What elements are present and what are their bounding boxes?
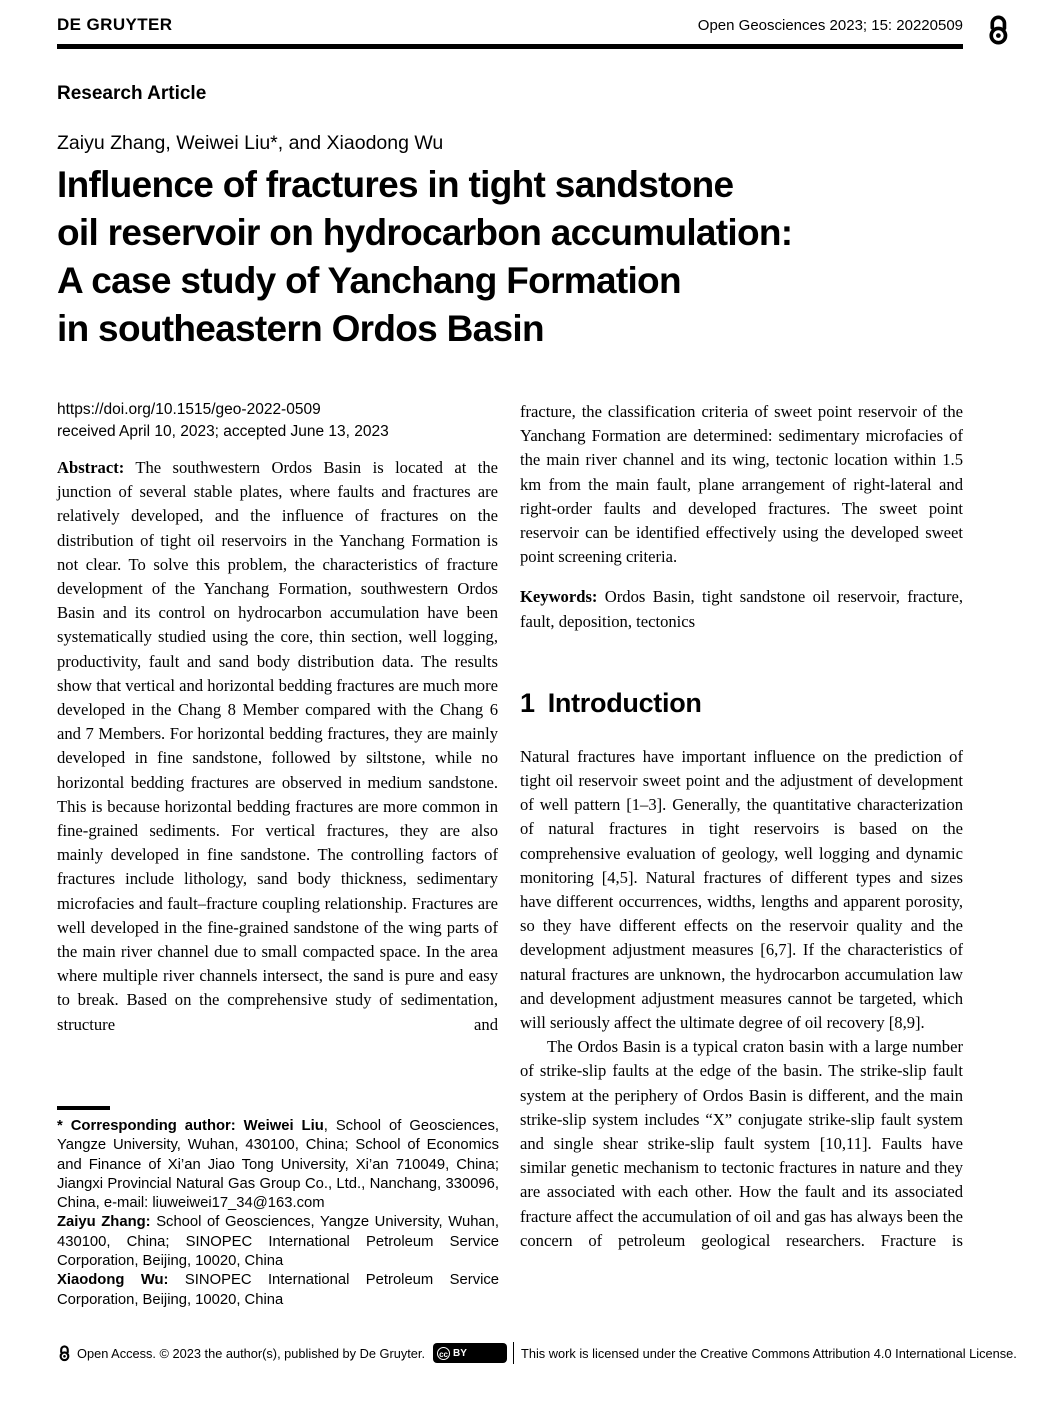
corresponding-author-label: * Corresponding author: Weiwei Liu [57,1118,324,1134]
journal-reference: Open Geosciences 2023; 15: 20220509 [697,17,963,34]
intro-paragraph-2: The Ordos Basin is a typical craton basin with a large number of strike-slip faults at the edge of the basin. The strike-slip fault system at the periphery of Ordos Basin is different, and the main strike-slip system includes “X” conjugate strike-slip fault system and single shear strike-slip fault system [10,11]. Faults have similar genetic mechanism to tectonic fractures in nature and they are associated with each other. How the fault and its associated fracture affect the accumulation of oil and gas has always been the concern of petroleum geological researchers. Fracture is [520,1037,963,1250]
footnote-rule [57,1106,110,1110]
abstract-text-right: fracture, the classification criteria of sweet point reservoir of the Yanchang Formation are determined: sedimentary microfacies of the main river channel and its wing, tectonic location within 1.5 km from the main fault, plane arrangement of right-lateral and right-order faults and developed fractures. The sweet point reservoir can be identified effectively using the developed sweet point screening criteria. [520,402,963,567]
header-rule [57,44,963,49]
left-column [57,456,498,1037]
author3-label: Xiaodong Wu: [57,1272,169,1289]
right-column [520,400,963,1253]
footer-open-access-icon [57,1344,71,1362]
section-number: 1 [520,687,535,718]
abstract-section [57,456,498,1037]
article-title [57,161,887,353]
doi-link[interactable]: https://doi.org/10.1515/geo-2022-0509 [57,401,321,418]
footer-separator [513,1342,514,1364]
abstract-label: Abstract: [57,458,125,477]
cc-icon: cc [437,1347,450,1360]
intro-paragraph-1: Natural fractures have important influence on the prediction of tight oil reservoir sweet point and the adjustment of development of well pattern [1–3]. Generally, the quantitative characterization of natural fractures in tight reservoirs is based on the comprehensive evaluation of geology, well logging and dynamic monitoring [4,5]. Natural fractures of different types and sizes have different occurrences, widths, lengths and apparent porosity, so they have different effects on the reservoir quality and the development adjustment measures [6,7]. If the characteristics of natural fractures are unknown, the hydrocarbon accumulation law and development adjustment measures cannot be targeted, which will seriously affect the ultimate degree of oil recovery [8,9]. [520,746,963,1033]
article-type-label: Research Article [57,83,207,104]
footnote-author-xiaodong [57,1271,499,1310]
author2-text: School of Geosciences, Yangze University, Wuhan, 430100, China; SINOPEC International Petroleum Service Corporation, Beijing, 10020, China [57,1214,499,1270]
introduction-heading [520,688,963,719]
footer-open-access-text: Open Access. © 2023 the author(s), published by De Gruyter. [77,1345,426,1361]
keywords-text: Ordos Basin, tight sandstone oil reservoir, fracture, fault, deposition, tectonics [520,587,963,631]
authors-line: Zaiyu Zhang, Weiwei Liu*, and Xiaodong Wu [57,132,444,154]
corresponding-author-text: , School of Geosciences, Yangze University, Wuhan, 430100, China; School of Economics and Finance of Xi’an Jiao Tong University, Xi’an 710049, China; Jiangxi Provincial Natural Gas Group Co., Ltd., Nanchang, 330096, China, e-mail: liuweiwei17_34@163.com [57,1118,499,1212]
footer [57,1340,1017,1366]
title-line: oil reservoir on hydrocarbon accumulation: [57,212,793,253]
section-title: Introduction [547,687,702,718]
publisher-logo-text: DE GRUYTER [57,15,173,34]
received-accepted-dates: received April 10, 2023; accepted June 13, 2023 [57,423,389,440]
footnotes-block [57,1117,499,1310]
title-line: Influence of fractures in tight sandstone [57,164,734,205]
license-text: This work is licensed under the Creative Commons Attribution 4.0 International License. [521,1345,1017,1361]
author2-label: Zaiyu Zhang: [57,1214,151,1231]
author3-text: SINOPEC International Petroleum Service Corporation, Beijing, 10020, China [57,1272,500,1308]
keywords-label: Keywords: [520,587,598,607]
footnote-corresponding-author [57,1117,499,1213]
keywords-section [520,585,963,633]
cc-by-label: BY [453,1347,467,1359]
title-line: in southeastern Ordos Basin [57,308,544,349]
title-line: A case study of Yanchang Formation [57,260,681,301]
cc-by-badge[interactable] [433,1343,507,1363]
footnote-author-zaiyu [57,1213,499,1271]
open-access-icon [984,13,1011,46]
abstract-text-left: The southwestern Ordos Basin is located at the junction of several stable plates, where faults and fractures are relatively developed, and the influence of fractures on the distribution of tight oil reservoirs in the Yanchang Formation is not clear. To solve this problem, the characteristics of fracture development of the Yanchang Formation, southwestern Ordos Basin and its control on hydrocarbon accumulation have been systematically studied using the core, thin section, well logging, productivity, fault and sand body distribution data. The results show that vertical and horizontal bedding fractures are much more developed in the Chang 8 Member compared with the Chang 6 and 7 Members. For horizontal bedding fractures, they are mainly developed in fine sandstone, followed by siltstone, while no horizontal bedding fractures are observed in medium sandstone. This is because horizontal bedding fractures are more common in fine-grained sediments. For vertical fractures, they are also mainly developed in fine sandstone. The controlling factors of fractures include lithology, sand body thickness, sedimentary microfacies and fault–fracture coupling relationship. Fractures are well developed in the fine-grained sandstone of the wing parts of the main river channel due to small compacted space. In the area where multiple river channels intersect, the sand is pure and easy to break. Based on the comprehensive study of sedimentation, structure and [57,458,498,1034]
